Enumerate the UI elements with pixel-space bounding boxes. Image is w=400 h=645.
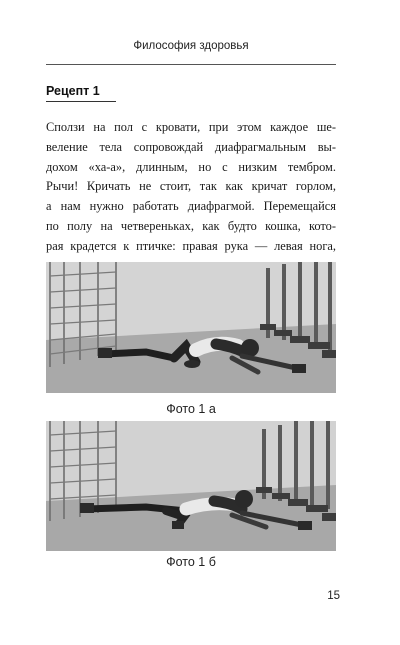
- text-line: по полу на четвереньках, как будто кошка, кото-: [46, 218, 336, 233]
- photo-1a: [46, 262, 336, 393]
- text-line: рая крадется к птичке: правая рука — левая нога,: [46, 238, 336, 253]
- text-line: а нам нужно работать диафрагмой. Перемещайся: [46, 199, 336, 214]
- title-underline: [46, 101, 116, 102]
- photo-1b-caption: Фото 1 б: [166, 555, 216, 569]
- photo-1a-image: [46, 262, 336, 393]
- running-header: Философия здоровья: [133, 40, 249, 52]
- text-line: веление тела сопровождай диафрагмальным вы-: [46, 139, 336, 154]
- photo-1a-caption: Фото 1 а: [166, 402, 216, 416]
- text-line: дохом «ха-а», длинным, но с низким тембром.: [46, 159, 336, 174]
- photo-1b-image: [46, 421, 336, 551]
- text-line: Сползи на пол с кровати, при этом каждое ше-: [46, 120, 336, 134]
- recipe-text: [46, 118, 336, 257]
- photo-1b: [46, 421, 336, 551]
- header-rule: [46, 64, 336, 65]
- page-number: 15: [327, 590, 340, 602]
- text-line: Рычи! Кричать не стоит, так как кричат горлом,: [46, 179, 336, 194]
- recipe-title: Рецепт 1: [46, 84, 100, 98]
